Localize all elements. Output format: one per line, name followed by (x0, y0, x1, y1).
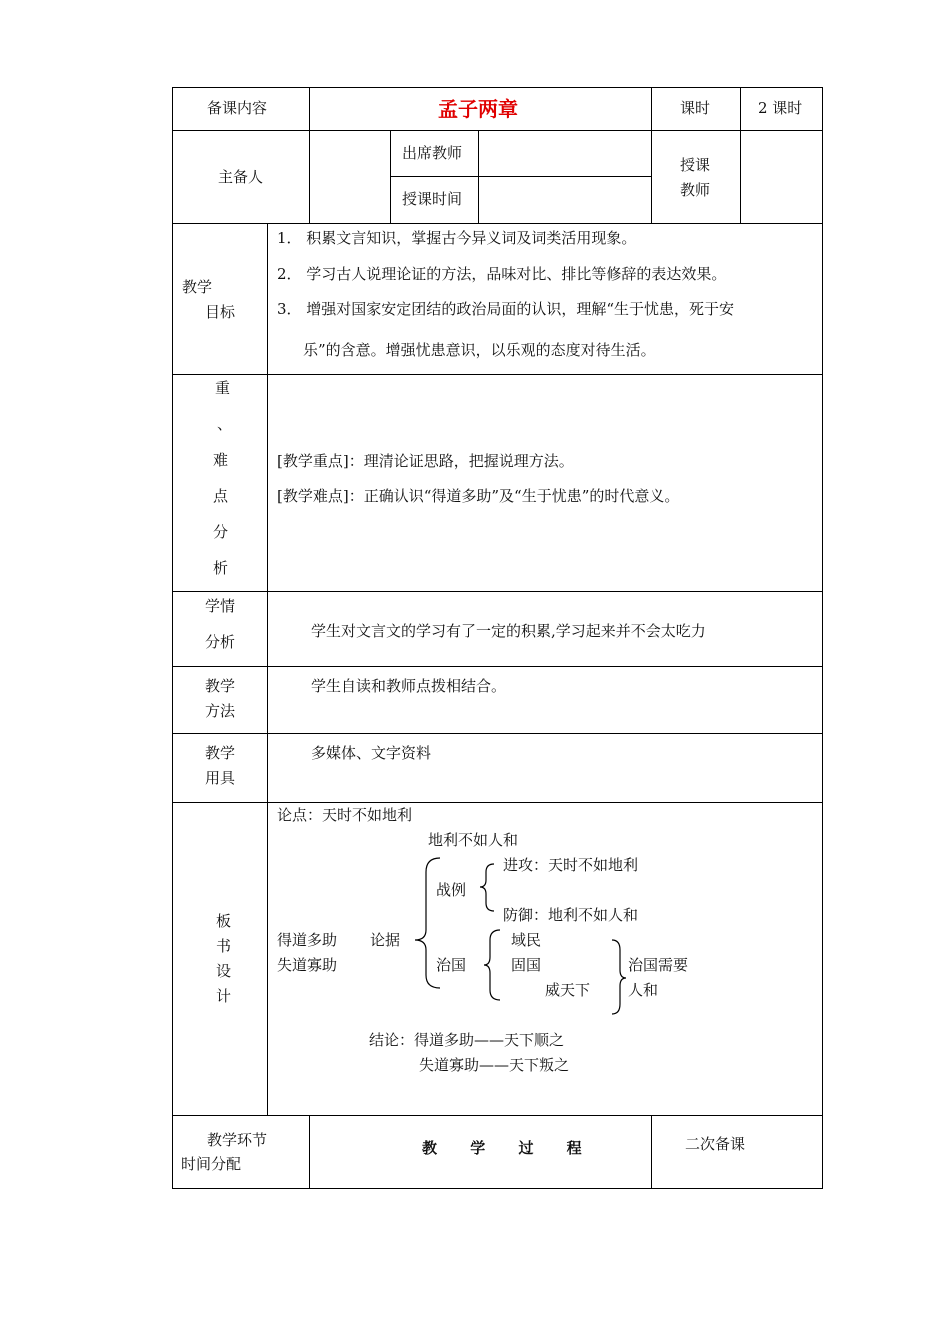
teaching-difficulty: [教学难点]：正确认识“得道多助”及“生于忧患”的时代意义。 (277, 487, 680, 505)
label-method-line1: 教学 (205, 677, 236, 695)
board-govern-item: 固国 (511, 956, 542, 974)
board-conclusion-2: 失道寡助——天下叛之 (419, 1056, 570, 1074)
label-students-line2: 分析 (205, 633, 236, 651)
label-board-char: 书 (216, 937, 232, 955)
label-keypoints-char: 析 (213, 559, 229, 577)
goal-item: 2． 学习古人说理论证的方法，品味对比、排比等修辞的表达效果。 (277, 265, 727, 283)
board-conclusion-1: 结论：得道多助——天下顺之 (369, 1031, 565, 1049)
goal-item: 3． 增强对国家安定团结的政治局面的认识，理解“生于忧患，死于安 (277, 300, 734, 318)
label-class-hours: 课时 (680, 99, 711, 117)
label-keypoints-char: 点 (213, 487, 229, 505)
board-theme-1: 得道多助 (277, 931, 338, 949)
teaching-focus: [教学重点]：理清论证思路，把握说理方法。 (277, 452, 574, 470)
board-theme-2: 失道寡助 (277, 956, 338, 974)
teaching-method-text: 学生自读和教师点拨相结合。 (311, 677, 507, 695)
board-need-1: 治国需要 (628, 956, 689, 974)
board-govern-item: 域民 (511, 931, 542, 949)
label-students-line1: 学情 (205, 597, 236, 615)
label-attending-teachers: 出席教师 (402, 144, 463, 162)
label-keypoints-char: 重 (215, 379, 231, 397)
label-board-char: 板 (216, 912, 232, 930)
label-board-char: 设 (216, 962, 232, 980)
label-stage-line1: 教学环节 (207, 1131, 268, 1149)
label-lesson-time: 授课时间 (402, 190, 463, 208)
teaching-tools-text: 多媒体、文字资料 (311, 744, 432, 762)
label-stage-line2: 时间分配 (181, 1155, 242, 1173)
label-lead-preparer: 主备人 (218, 168, 264, 186)
label-second-prep: 二次备课 (685, 1135, 746, 1153)
label-teacher-line2: 教师 (680, 181, 711, 199)
label-teaching-process: 教 学 过 程 (422, 1139, 596, 1157)
class-hours-value: 2 课时 (758, 99, 803, 117)
student-analysis-text: 学生对文言文的学习有了一定的积累,学习起来并不会太吃力 (311, 622, 706, 640)
label-goals-line2: 目标 (205, 303, 236, 321)
page-title: 孟子两章 (438, 97, 518, 121)
board-defend: 防御：地利不如人和 (503, 906, 639, 924)
label-keypoints-char: 难 (213, 451, 229, 469)
goal-item: 1． 积累文言知识，掌握古今异义词及词类活用现象。 (277, 229, 637, 247)
label-board-char: 计 (216, 987, 232, 1005)
board-govern: 治国 (436, 956, 467, 974)
label-goals-line1: 教学 (182, 278, 213, 296)
board-need-2: 人和 (628, 981, 659, 999)
board-evidence: 论据 (370, 931, 401, 949)
label-keypoints-char: 、 (217, 415, 233, 433)
board-war-examples: 战例 (436, 881, 467, 899)
board-attack: 进攻：天时不如地利 (503, 856, 639, 874)
board-thesis-1: 论点：天时不如地利 (277, 806, 413, 824)
label-tools-line1: 教学 (205, 744, 236, 762)
board-govern-item: 威天下 (545, 981, 591, 999)
label-teacher-line1: 授课 (680, 156, 711, 174)
label-lesson-content: 备课内容 (207, 99, 268, 117)
board-thesis-2: 地利不如人和 (428, 831, 519, 849)
goal-item: 乐”的含意。增强忧患意识，以乐观的态度对待生活。 (303, 341, 656, 359)
label-method-line2: 方法 (205, 702, 236, 720)
label-keypoints-char: 分 (213, 523, 229, 541)
label-tools-line2: 用具 (205, 769, 236, 787)
